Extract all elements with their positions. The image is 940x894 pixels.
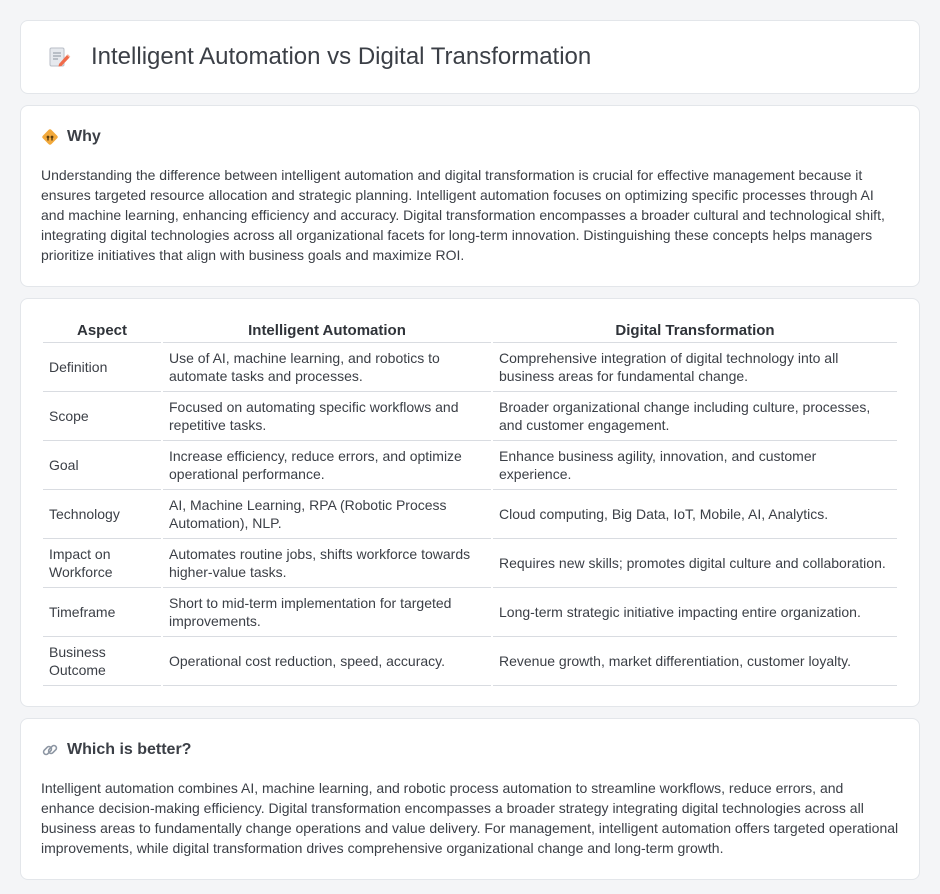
header-aspect: Aspect [43, 319, 161, 343]
dt-cell: Broader organizational change including culture, processes, and customer engagement. [493, 392, 897, 441]
dt-cell: Comprehensive integration of digital technology into all business areas for fundamental change. [493, 343, 897, 392]
dt-cell: Requires new skills; promotes digital culture and collaboration. [493, 539, 897, 588]
document-pencil-icon [47, 45, 71, 69]
why-section [20, 105, 920, 287]
ia-cell: Operational cost reduction, speed, accuracy. [163, 637, 491, 686]
which-is-better-title: Which is better? [67, 741, 192, 758]
table-row [43, 588, 897, 637]
why-title: Why [67, 128, 101, 145]
header-digital-transformation: Digital Transformation [493, 319, 897, 343]
header-intelligent-automation: Intelligent Automation [163, 319, 491, 343]
aspect-cell: Impact on Workforce [43, 539, 161, 588]
aspect-cell: Timeframe [43, 588, 161, 637]
which-is-better-section [20, 718, 920, 880]
comparison-card [20, 298, 920, 707]
ia-cell: Automates routine jobs, shifts workforce towards higher-value tasks. [163, 539, 491, 588]
dt-cell: Long-term strategic initiative impacting entire organization. [493, 588, 897, 637]
dt-cell: Revenue growth, market differentiation, customer loyalty. [493, 637, 897, 686]
table-row [43, 539, 897, 588]
why-text: Understanding the difference between intelligent automation and digital transformation is crucial for effective management because it ensures targeted resource allocation and strategic planning. Intelligent automation focuses on optimizing specific processes through AI and machine learning, enhancing efficiency and accuracy. Digital transformation encompasses a broader cultural and technological shift, integrating digital technologies across all organizational facets for long-term innovation. Distinguishing these concepts helps managers prioritize initiatives that align with business goals and maximize ROI. [41, 167, 885, 263]
aspect-cell: Technology [43, 490, 161, 539]
table-row [43, 441, 897, 490]
which-is-better-text: Intelligent automation combines AI, machine learning, and robotic process automation to streamline workflows, reduce errors, and enhance decision-making efficiency. Digital transformation encompasses a broader strategy integrating digital technologies across all business areas to fundamentally change operations and value delivery. For management, intelligent automation offers targeted operational improvements, while digital transformation drives comprehensive organizational change and long-term growth. [41, 780, 899, 856]
title-card [20, 20, 920, 94]
dt-cell: Enhance business agility, innovation, and customer experience. [493, 441, 897, 490]
ia-cell: AI, Machine Learning, RPA (Robotic Process Automation), NLP. [163, 490, 491, 539]
dt-cell: Cloud computing, Big Data, IoT, Mobile, AI, Analytics. [493, 490, 897, 539]
comparison-table [41, 319, 899, 686]
table-row [43, 490, 897, 539]
table-row [43, 637, 897, 686]
aspect-cell: Business Outcome [43, 637, 161, 686]
ia-cell: Focused on automating specific workflows and repetitive tasks. [163, 392, 491, 441]
link-icon [41, 741, 59, 759]
aspect-cell: Goal [43, 441, 161, 490]
table-header-row [43, 319, 897, 343]
road-sign-icon [41, 128, 59, 146]
ia-cell: Use of AI, machine learning, and robotics to automate tasks and processes. [163, 343, 491, 392]
ia-cell: Short to mid-term implementation for targeted improvements. [163, 588, 491, 637]
ia-cell: Increase efficiency, reduce errors, and optimize operational performance. [163, 441, 491, 490]
aspect-cell: Scope [43, 392, 161, 441]
table-row [43, 392, 897, 441]
table-row [43, 343, 897, 392]
page-title: Intelligent Automation vs Digital Transformation [91, 43, 592, 70]
aspect-cell: Definition [43, 343, 161, 392]
